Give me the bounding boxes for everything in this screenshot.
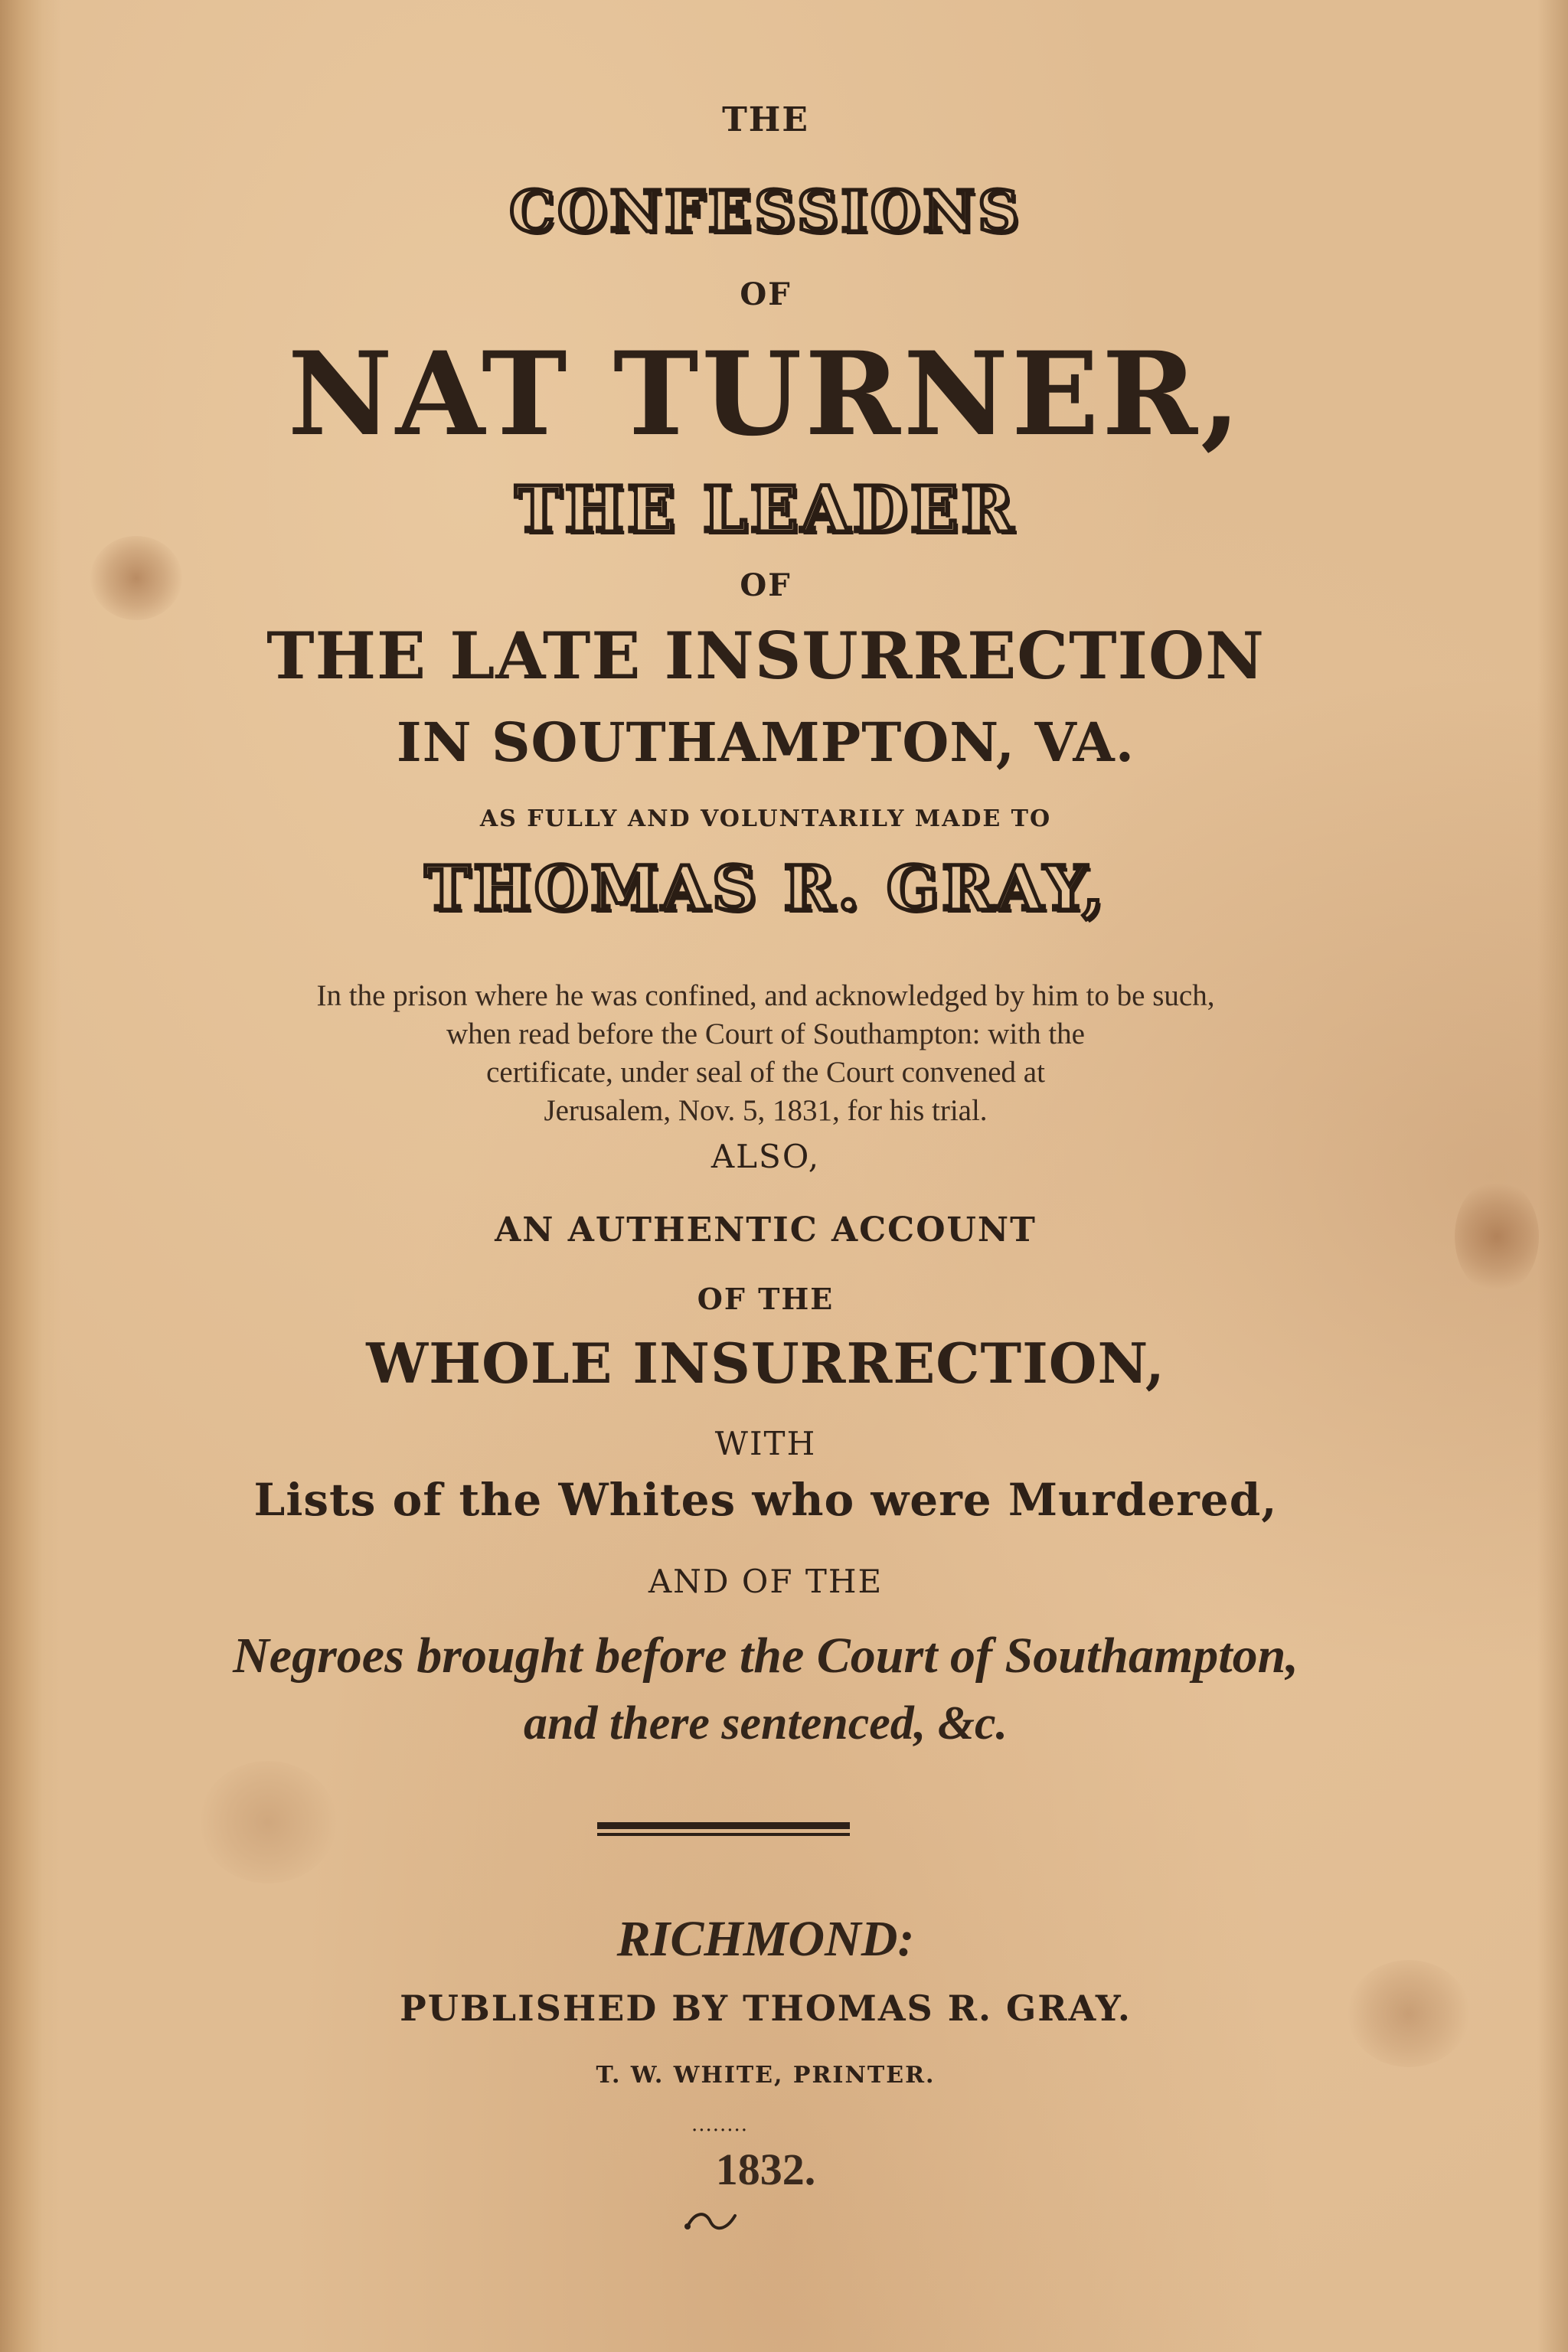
heading-also: ALSO,	[710, 1138, 821, 1175]
heading-lists: Lists of the Whites who were Murdered,	[253, 1474, 1278, 1526]
title-the: THE	[722, 100, 809, 139]
binding-spine	[0, 0, 61, 2352]
dotted-ornament: ........	[691, 2113, 749, 2136]
subtitle-fully-made: AS FULLY AND VOLUNTARILY MADE TO	[479, 805, 1052, 832]
paragraph-line: In the prison where he was confined, and acknowledged by him to be such,	[316, 979, 1215, 1012]
title-late-insurrection: THE LATE INSURRECTION	[266, 618, 1265, 694]
heading-and-of-the: AND OF THE	[648, 1563, 884, 1600]
title-name: NAT TURNER,	[287, 327, 1244, 462]
flourish-ornament-icon	[681, 2205, 743, 2236]
title-confessions: CONFESSIONS	[509, 179, 1022, 245]
paragraph-line: Jerusalem, Nov. 5, 1831, for his trial.	[544, 1094, 988, 1127]
heading-with: WITH	[714, 1425, 817, 1462]
paragraph-line: when read before the Court of Southampton: with the	[446, 1018, 1085, 1050]
title-of-2: OF	[740, 567, 792, 603]
title-recipient: THOMAS R. GRAY,	[424, 852, 1107, 924]
foxing-stain	[199, 1761, 337, 1883]
heading-whole-insurrection: WHOLE INSURRECTION,	[366, 1331, 1165, 1396]
heading-of-the: OF THE	[697, 1282, 835, 1316]
foxing-stain	[1455, 1179, 1539, 1294]
title-the-leader: THE LEADER	[514, 473, 1017, 547]
title-southampton: IN SOUTHAMPTON, VA.	[396, 710, 1135, 774]
double-rule-divider	[597, 1822, 850, 1841]
imprint-printer: T. W. WHITE, PRINTER.	[596, 2062, 936, 2089]
page-edge	[1537, 0, 1568, 2352]
imprint-city: RICHMOND:	[616, 1911, 915, 1967]
heading-authentic-account: AN AUTHENTIC ACCOUNT	[495, 1210, 1037, 1250]
imprint-publisher: PUBLISHED BY THOMAS R. GRAY.	[400, 1988, 1132, 2029]
paragraph-line: certificate, under seal of the Court convened at	[486, 1056, 1045, 1089]
heading-negroes: Negroes brought before the Court of Southampton,	[233, 1628, 1298, 1684]
title-of: OF	[740, 276, 792, 312]
heading-sentenced: and there sentenced, &c.	[524, 1697, 1008, 1749]
imprint-year: 1832.	[715, 2145, 816, 2194]
